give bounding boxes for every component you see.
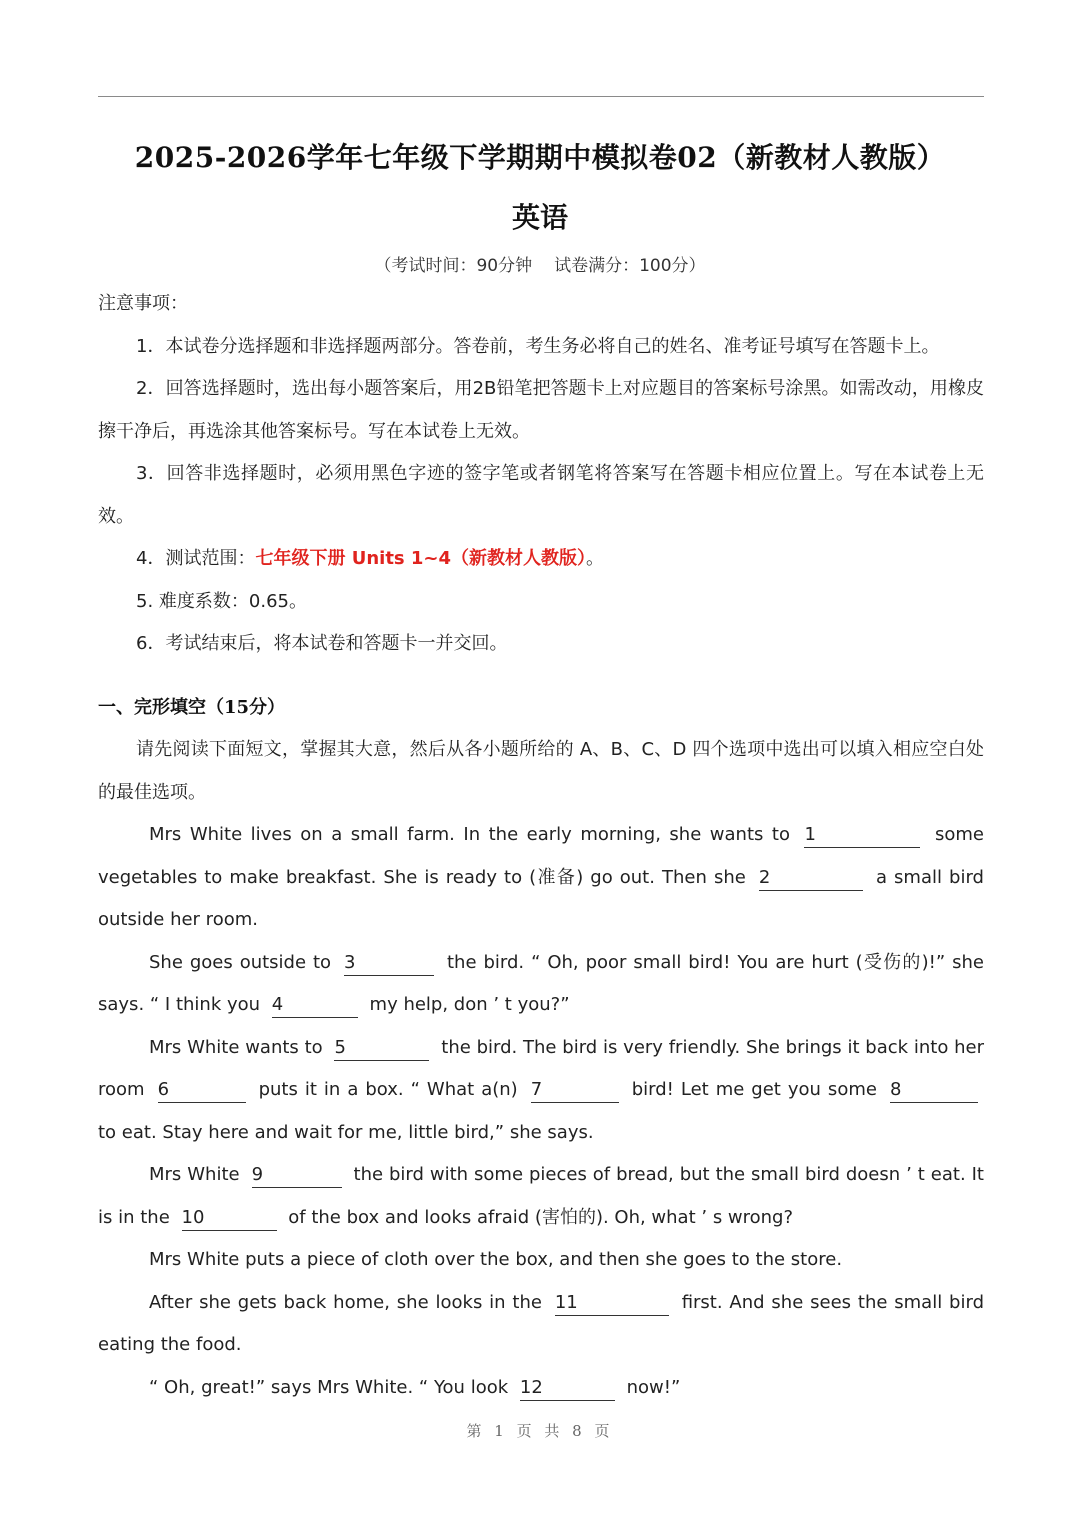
note-item-1: 1．本试卷分选择题和非选择题两部分。答卷前，考生务必将自己的姓名、准考证号填写在答题卡上。 [136, 335, 940, 357]
blank-2[interactable]: 2 [759, 866, 863, 891]
note-item-4 [98, 538, 984, 581]
passage-text: my help, don ’ t you?” [369, 994, 570, 1015]
passage-text: bird! Let me get you some [631, 1079, 877, 1100]
note-item-4-suffix: 。 [586, 548, 605, 569]
passage-text: Mrs White lives on a small farm. In the early morning, she wants to [149, 824, 790, 845]
exam-score: 试卷满分：100分） [554, 256, 706, 276]
passage-paragraph-7 [98, 1367, 984, 1410]
passage-text: now!” [626, 1376, 681, 1398]
subject-title: 英语 [511, 201, 568, 234]
passage-text: Mrs White [149, 1164, 240, 1185]
blank-1[interactable]: 1 [804, 823, 920, 848]
passage-paragraph-3 [98, 1027, 984, 1155]
passage-text: puts it in a box. “ What a(n) [258, 1079, 518, 1100]
blank-12[interactable]: 12 [520, 1376, 615, 1401]
passage-text: of the box and looks afraid (害怕的). Oh, what ’ s wrong? [288, 1206, 794, 1228]
passage-paragraph-4 [98, 1154, 984, 1239]
blank-8[interactable]: 8 [890, 1078, 978, 1103]
page-content [98, 283, 984, 1409]
header-rule [98, 96, 984, 97]
blank-4[interactable]: 4 [272, 993, 358, 1018]
blank-3[interactable]: 3 [344, 951, 434, 976]
passage-text: the bird with some pieces of bread, but the small bird doesn ’ t eat. It is in the [98, 1164, 984, 1228]
passage-text: She goes outside to [149, 951, 332, 973]
exam-title: 2025-2026学年七年级下学期期中模拟卷02（新教材人教版） [134, 141, 946, 174]
blank-11[interactable]: 11 [555, 1291, 669, 1316]
note-item-3: 3．回答非选择题时，必须用黑色字迹的签字笔或者钢笔将答案写在答题卡相应位置上。写在本试卷上无效。 [98, 463, 984, 527]
passage-text: Mrs White wants to [149, 1036, 323, 1058]
passage-paragraph-6 [98, 1282, 984, 1367]
passage-paragraph-2 [98, 942, 984, 1027]
note-item-4-prefix: 4．测试范围： [136, 548, 256, 569]
page-footer: 第 1 页 共 8 页 [466, 1422, 614, 1440]
blank-9[interactable]: 9 [252, 1163, 342, 1188]
passage-text: the bird. The bird is very friendly. She brings it back into her room [98, 1036, 985, 1100]
passage-paragraph-5: Mrs White puts a piece of cloth over the box, and then she goes to the store. [149, 1249, 843, 1270]
note-item-5: 5. 难度系数：0.65。 [136, 590, 307, 612]
passage-text: “ Oh, great!” says Mrs White. “ You look [149, 1376, 509, 1398]
blank-6[interactable]: 6 [158, 1078, 246, 1103]
passage-text: the bird. “ Oh, poor small bird! You are hurt (受伤的)!” she says. “ I think you [98, 951, 984, 1015]
note-item-2: 2．回答选择题时，选出每小题答案后，用2B铅笔把答题卡上对应题目的答案标号涂黑。如需改动，用橡皮擦干净后，再选涂其他答案标号。写在本试卷上无效。 [98, 378, 984, 442]
passage-paragraph-1 [98, 814, 984, 942]
blank-5[interactable]: 5 [334, 1036, 429, 1061]
note-item-6: 6．考试结束后，将本试卷和答题卡一并交回。 [136, 633, 508, 654]
passage-text: After she gets back home, she looks in the [149, 1291, 542, 1313]
passage-text: first. And she sees the small bird eating the food. [98, 1291, 984, 1355]
passage-text: a small bird outside her room. [98, 866, 984, 930]
section-heading: 一、完形填空（15分） [98, 696, 286, 718]
exam-time: （考试时间：90分钟 [374, 256, 533, 276]
notes-heading: 注意事项： [98, 293, 188, 314]
blank-10[interactable]: 10 [182, 1206, 277, 1231]
passage-text: some vegetables to make breakfast. She is ready to (准备) go out. Then she [98, 824, 984, 888]
exam-meta [0, 251, 1080, 276]
test-range: 七年级下册 Units 1~4（新教材人教版） [255, 548, 587, 569]
section-instruction: 请先阅读下面短文，掌握其大意，然后从各小题所给的 A、B、C、D 四个选项中选出可以填入相应空白处的最佳选项。 [98, 739, 984, 803]
blank-7[interactable]: 7 [531, 1078, 619, 1103]
passage-text: to eat. Stay here and wait for me, little bird,” she says. [98, 1121, 594, 1143]
